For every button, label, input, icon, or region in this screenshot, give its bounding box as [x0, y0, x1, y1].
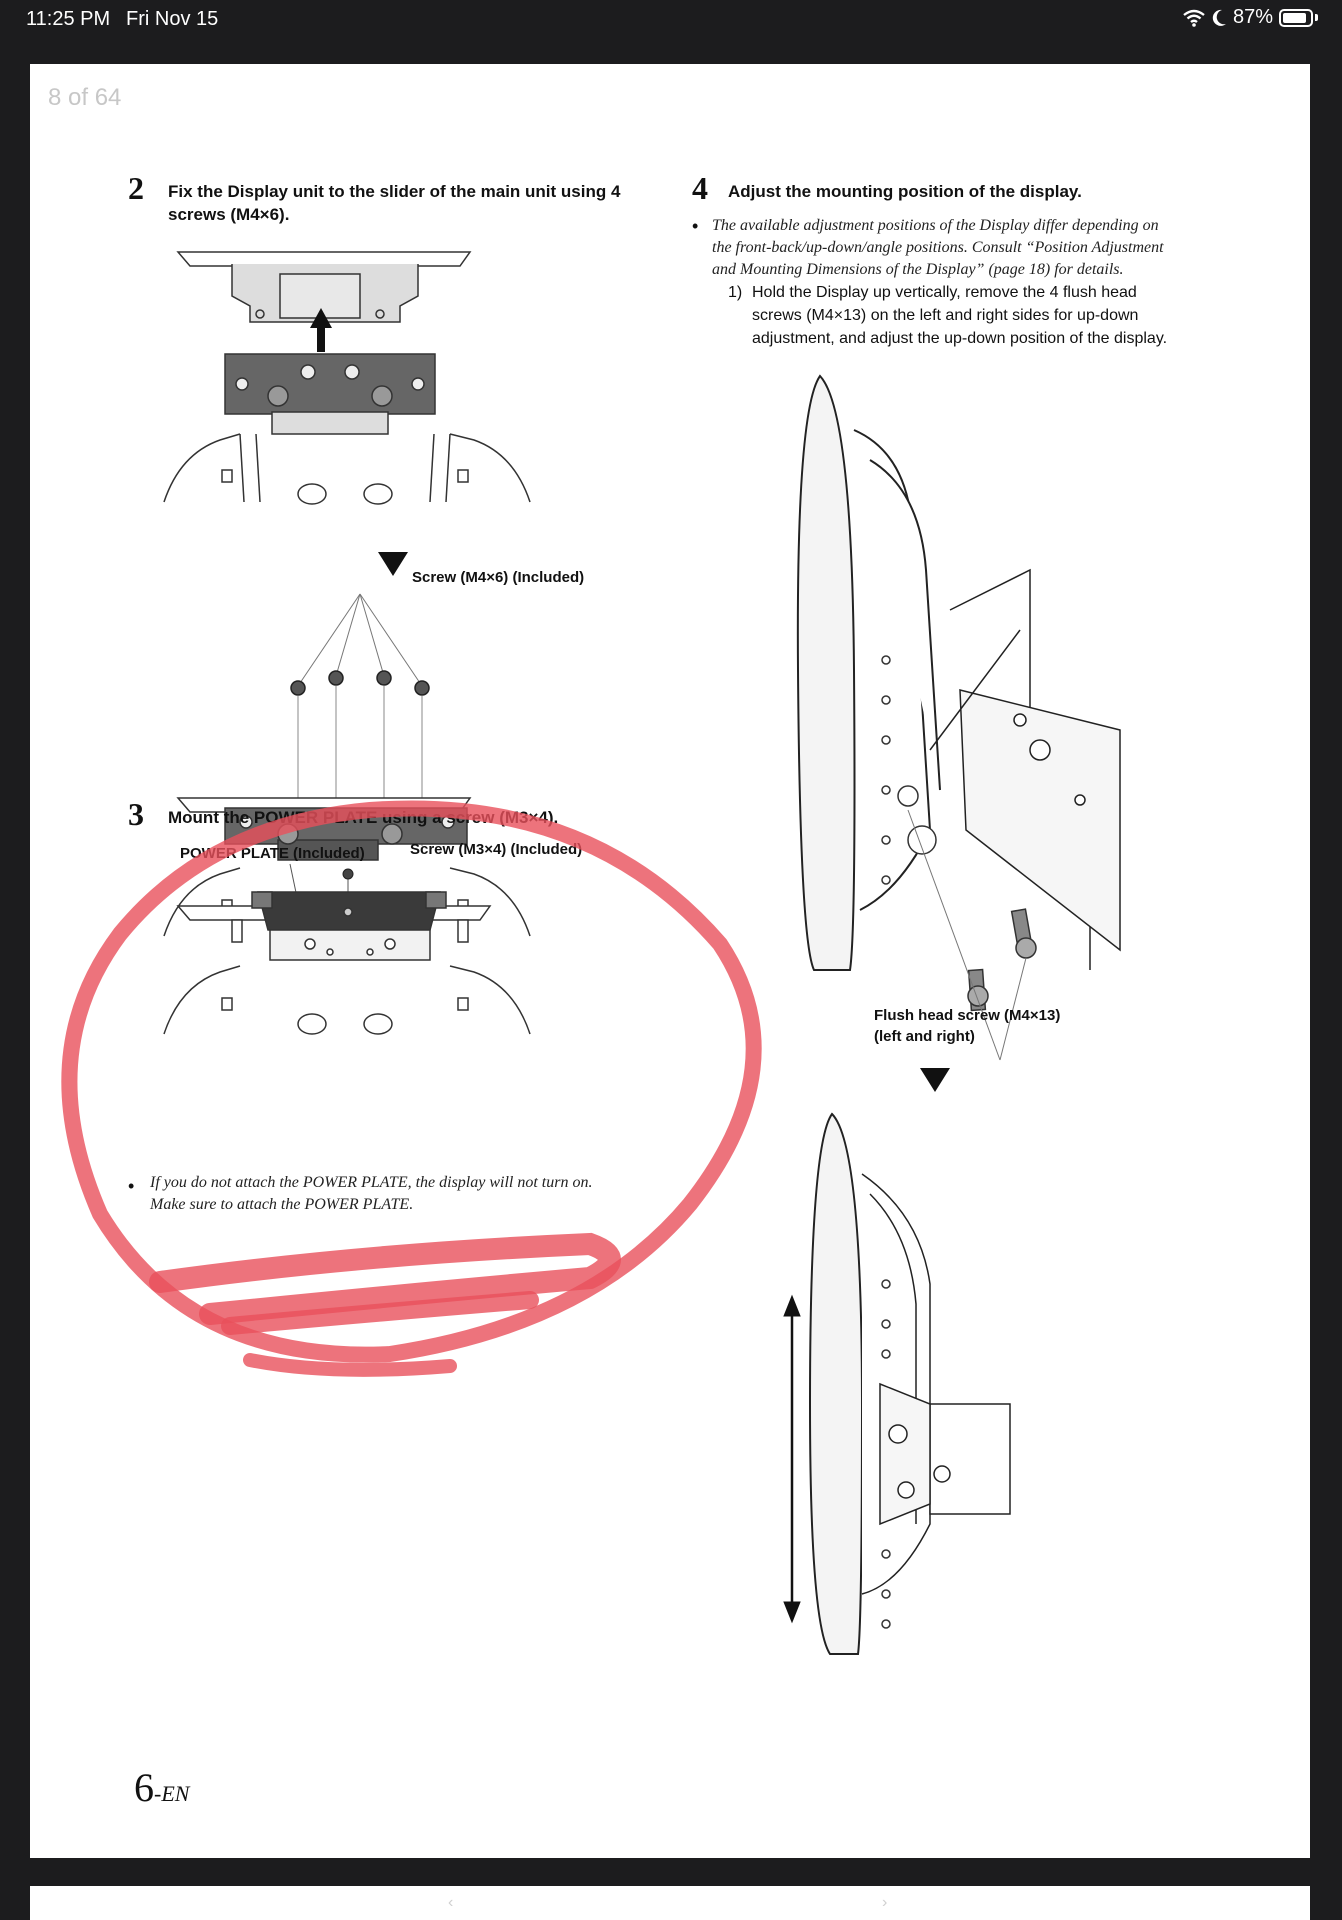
battery-percent: 87% [1232, 6, 1273, 28]
battery-fill [1283, 13, 1306, 23]
step3-note-line1: If you do not attach the POWER PLATE, the display will not turn on. [150, 1174, 593, 1191]
step3-bullet: • [128, 1176, 135, 1196]
footer-page-number: 6 [134, 1765, 154, 1810]
status-bar [0, 0, 1342, 38]
next-page-edge[interactable] [30, 1886, 1310, 1920]
step4-note-line1: The available adjustment positions of the Display differ depending on [712, 217, 1159, 234]
step2-title-line1: Fix the Display unit to the slider of the main unit using 4 [168, 182, 621, 201]
step4-sub-number: 1) [728, 284, 743, 301]
footer-page-suffix: -EN [154, 1781, 190, 1806]
step4-note-line3: and Mounting Dimensions of the Display” (page 18) for details. [712, 261, 1124, 278]
step3-title: Mount the POWER PLATE using a screw (M3×4). [168, 808, 559, 827]
flush-screw-label-line2: (left and right) [874, 1028, 975, 1045]
document-page[interactable] [30, 64, 1310, 1858]
red-annotation-circle [30, 64, 1310, 1858]
page-counter: 8 of 64 [48, 84, 122, 111]
step4-note-line2: the front-back/up-down/angle positions. Consult “Position Adjustment [712, 239, 1164, 256]
step4-bullet: • [692, 216, 699, 236]
step3-number: 3 [128, 796, 144, 832]
status-date: Fri Nov 15 [126, 8, 219, 30]
step4-number: 4 [692, 170, 708, 206]
flush-screw-label-line1: Flush head screw (M4×13) [874, 1007, 1061, 1024]
chevron-left-icon[interactable]: ‹ [448, 1894, 454, 1911]
wifi-icon [1183, 9, 1205, 27]
step4-sub-line2: screws (M4×13) on the left and right sides for up-down [752, 307, 1139, 324]
status-time: 11:25 PM [26, 8, 111, 30]
battery-icon [1279, 9, 1313, 27]
chevron-right-icon[interactable]: › [882, 1894, 888, 1911]
step2-screw-label: Screw (M4×6) (Included) [412, 569, 585, 586]
page-footer-number [134, 1764, 189, 1811]
step3-note-line2: Make sure to attach the POWER PLATE. [150, 1196, 414, 1213]
moon-icon [1211, 9, 1227, 27]
step2-title-line2: screws (M4×6). [168, 205, 290, 224]
power-plate-label: POWER PLATE (Included) [180, 845, 365, 862]
step4-title: Adjust the mounting position of the display. [728, 182, 1082, 201]
step4-sub-line1: Hold the Display up vertically, remove the 4 flush head [752, 284, 1137, 301]
battery-tip [1315, 14, 1318, 21]
step2-number: 2 [128, 170, 144, 206]
status-icons [1183, 6, 1318, 29]
step3-screw-label: Screw (M3×4) (Included) [410, 841, 583, 858]
step4-sub-line3: adjustment, and adjust the up-down position of the display. [752, 330, 1168, 347]
